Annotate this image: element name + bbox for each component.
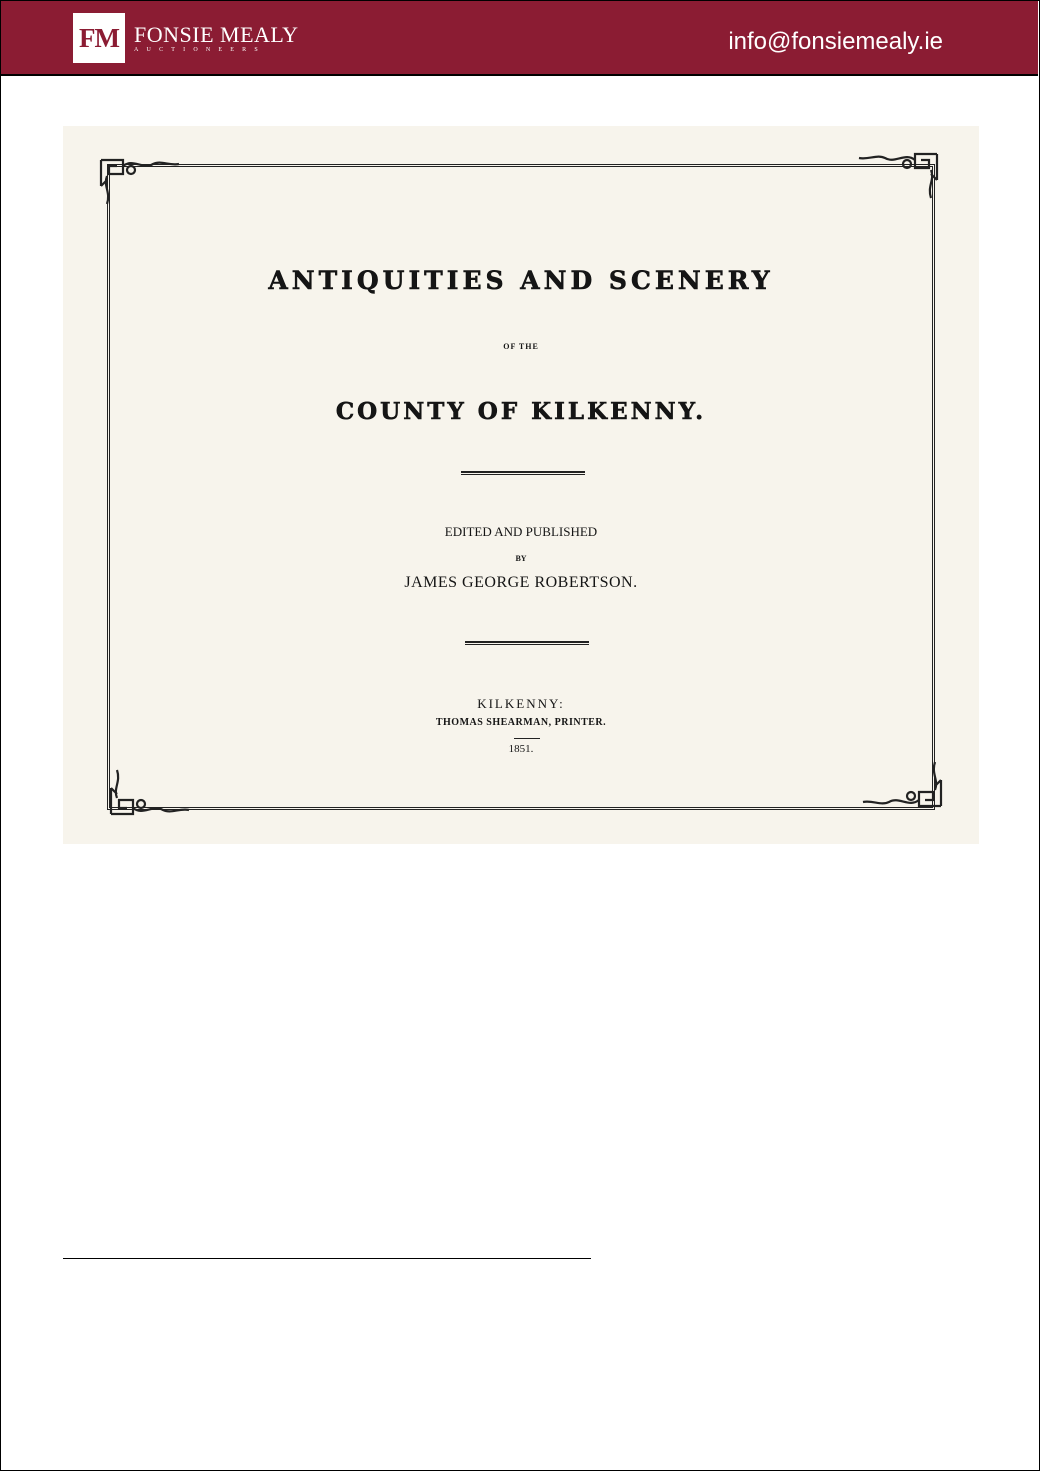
- divider-rule: [465, 641, 589, 645]
- title-page-image: [63, 126, 979, 844]
- book-title-line2: OF THE: [503, 342, 539, 351]
- contact-email[interactable]: info@fonsiemealy.ie: [728, 28, 943, 55]
- ornament-corner-icon: [857, 756, 945, 810]
- divider-rule: [461, 471, 585, 475]
- logo-tagline: AUCTIONEERS: [134, 46, 266, 53]
- author-name: JAMES GEORGE ROBERTSON.: [404, 574, 638, 591]
- imprint-place: KILKENNY:: [477, 696, 565, 711]
- ornament-corner-icon: [97, 156, 185, 210]
- fonsie-mealy-logo[interactable]: [73, 13, 299, 63]
- ornament-corner-icon: [853, 150, 941, 204]
- by-label: BY: [515, 554, 527, 563]
- decorative-border: [107, 164, 935, 810]
- small-divider: [514, 738, 540, 739]
- edited-and-published: EDITED AND PUBLISHED: [444, 524, 598, 539]
- logo-name: FONSIE MEALY: [134, 21, 299, 47]
- ornament-corner-icon: [107, 764, 195, 818]
- book-title-line3: COUNTY OF KILKENNY.: [335, 398, 707, 425]
- footnote-separator: [63, 1258, 591, 1259]
- book-title-line1: ANTIQUITIES AND SCENERY: [268, 266, 774, 295]
- printer-name: THOMAS SHEARMAN, PRINTER.: [435, 717, 607, 728]
- header-bar: [1, 1, 1038, 76]
- logo-mark: FM: [73, 13, 125, 63]
- publication-year: 1851.: [508, 743, 534, 755]
